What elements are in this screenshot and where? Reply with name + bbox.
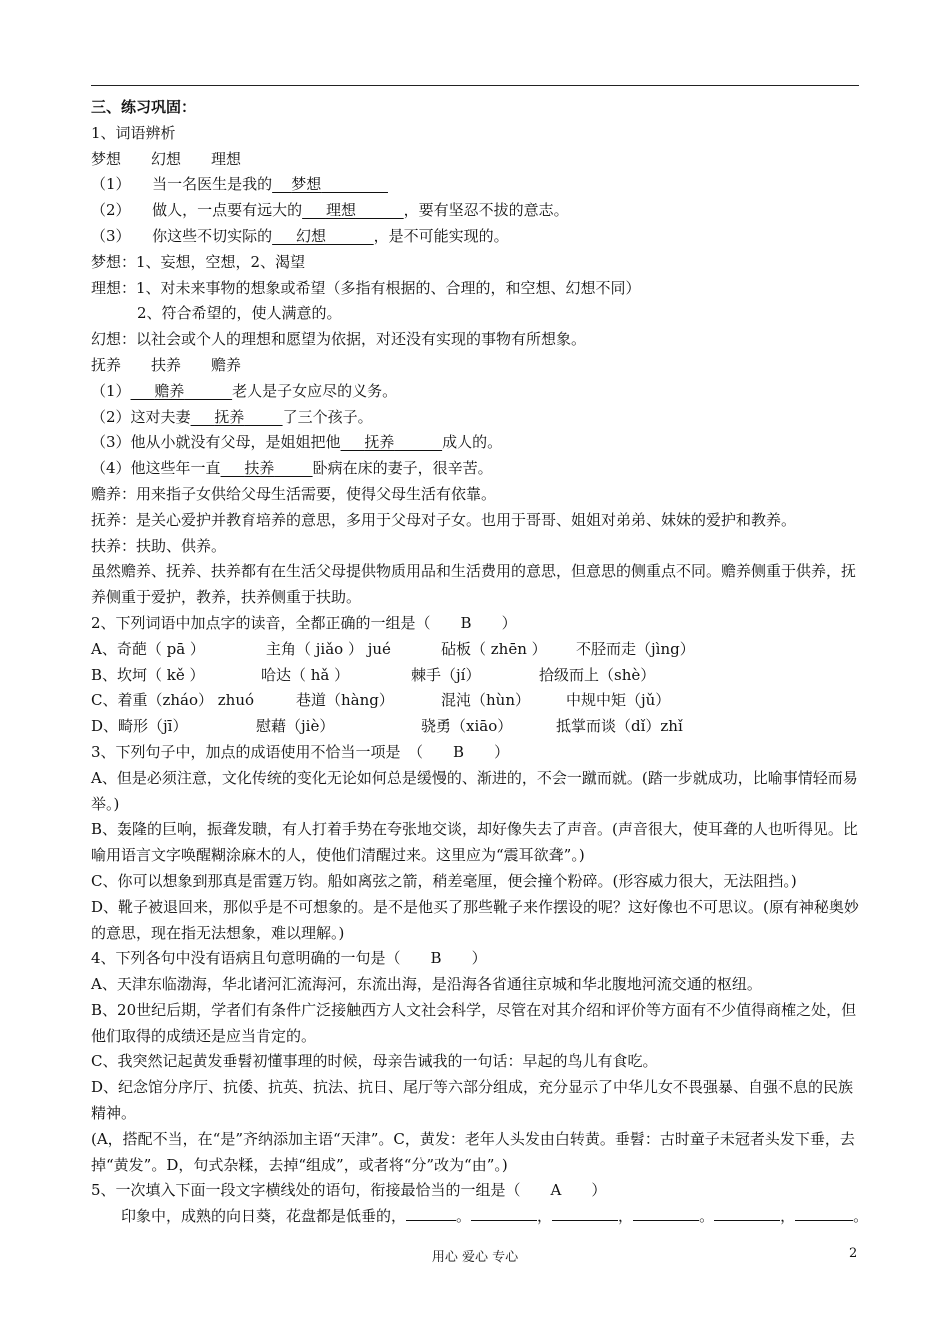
- answer: 赡养: [154, 381, 185, 400]
- q2-option-a: A、奇葩（ pā ） 主角（ jiǎo ） jué 砧板（ zhēn ） 不胫而走（jìng）: [91, 639, 695, 658]
- q4-option-d: D、纪念馆分序厅、抗倭、抗英、抗法、抗日、尾厅等六部分组成，充分显示了中华儿女不畏强暴、自强不息的民族精神。: [91, 1078, 854, 1123]
- q4-explanation: (A，搭配不当，在“是”齐纳添加主语“天津”。C，黄发：老年人头发由白转黄。垂髫：古时童子未冠者头发下垂，去掉“黄发”。D，句式杂糅，去掉“组成”，或者将“分”改为“由”。): [91, 1129, 855, 1174]
- q4-option-a: A、天津东临渤海，华北诸河汇流海河，东流出海，是沿海各省通往京城和华北腹地河流交通的枢纽。: [91, 975, 762, 994]
- q1-item: （2） 做人，一点要有远大的 理想 ，要有坚忍不拔的意志。: [91, 201, 569, 220]
- def-fuyang2: 扶养：扶助、供养。: [91, 536, 227, 555]
- def-lixiang-2: 2、符合希望的，使人满意的。: [137, 304, 342, 323]
- q4-option-c: C、我突然记起黄发垂髫初懂事理的时候，母亲告诫我的一句话：早起的鸟儿有食吃。: [91, 1052, 658, 1071]
- def-shanyang: 赡养：用来指子女供给父母生活需要，使得父母生活有依靠。: [91, 484, 497, 503]
- q2-option-d: D、畸形（jī） 慰藉（jiè） 骁勇（xiāo） 抵掌而谈（dǐ）zhǐ: [91, 717, 683, 736]
- page-footer: 用心 爱心 专心: [431, 1250, 519, 1265]
- q2-option-b: B、坎坷（ kě ） 哈达（ hǎ ） 棘手（jí） 拾级而上（shè）: [91, 665, 656, 684]
- answer: 幻想: [295, 226, 326, 245]
- q2-stem: 2、下列词语中加点字的读音，全都正确的一组是（ B ）: [91, 613, 517, 632]
- page-number: 2: [849, 1246, 858, 1261]
- answer: 抚养: [214, 407, 245, 426]
- q1-item: （1） 当一名医生是我的 梦想: [91, 175, 322, 194]
- blank: [714, 1205, 780, 1221]
- section-title: 三、练习巩固：: [91, 98, 197, 116]
- blank: [795, 1205, 853, 1221]
- q5-stem: 5、一次填入下面一段文字横线处的语句，衔接最恰当的一组是（ A ）: [91, 1181, 607, 1200]
- header-rule: [91, 85, 859, 86]
- q4-option-b: B、20世纪后期，学者们有条件广泛接触西方人文社会科学，尽管在对其介绍和评价等方面有不少值得商榷之处，但他们取得的成绩还是应当肯定的。: [91, 1000, 857, 1045]
- q3-option-c: C、你可以想象到那真是雷霆万钧。船如离弦之箭，稍差毫厘，便会撞个粉碎。(形容威力很大，无法阻挡。): [91, 871, 797, 890]
- q3-option-d: D、靴子被退回来，那似乎是不可想象的。是不是他买了那些靴子来作摆设的呢？这好像也不可思议。(原有神秘奥妙的意思，现在指无法想象，难以理解。): [91, 897, 859, 942]
- q1-title: 1、词语辨析: [91, 123, 176, 142]
- q3-option-a: A、但是必须注意，文化传统的变化无论如何总是缓慢的、渐进的，不会一蹴而就。(踏一步就成功，比喻事情轻而易举。): [91, 768, 858, 813]
- summary-paragraph: 虽然赡养、抚养、扶养都有在生活父母提供物质用品和生活费用的意思，但意思的侧重点不同。赡养侧重于供养，抚养侧重于爱护，教养，扶养侧重于扶助。: [91, 562, 857, 607]
- blank: [633, 1205, 699, 1221]
- blank: [552, 1205, 618, 1221]
- q1-item: （1） 赡养 老人是子女应尽的义务。: [91, 381, 398, 400]
- q3-option-b: B、轰隆的巨响，振聋发聩，有人打着手势在夸张地交谈，却好像失去了声音。(声音很大，使耳聋的人也听得见。比喻用语言文字唤醒糊涂麻木的人，使他们清醒过来。这里应为“震耳欲聋”。): [91, 820, 858, 865]
- blank: [406, 1205, 456, 1221]
- def-fuyang1: 抚养：是关心爱护并教育培养的意思，多用于父母对子女。也用于哥哥、姐姐对弟弟、妹妹的爱护和教养。: [91, 510, 797, 529]
- q3-stem: 3、下列句子中，加点的成语使用不恰当一项是 （ B ）: [91, 742, 510, 761]
- answer: 抚养: [364, 433, 395, 452]
- def-mengxiang: 梦想：1、妄想，空想，2、渴望: [91, 252, 306, 271]
- def-huanxiang: 幻想：以社会或个人的理想和愿望为依据，对还没有实现的事物有所想象。: [91, 330, 587, 349]
- answer: 梦想: [291, 175, 322, 194]
- answer: 理想: [325, 201, 356, 220]
- q5-text: 印象中，成熟的向日葵，花盘都是低垂的， 。 ， ， 。 ， 。: [121, 1207, 869, 1226]
- q1-group2-words: 抚养 扶养 赡养: [91, 355, 242, 374]
- q2-option-c: C、着重（zháo） zhuó 巷道（hàng） 混沌（hùn） 中规中矩（jǔ）: [91, 691, 671, 710]
- q1-item: （3）他从小就没有父母，是姐姐把他 抚养 成人的。: [91, 433, 503, 452]
- q1-group1-words: 梦想 幻想 理想: [91, 149, 242, 168]
- blank: [471, 1205, 537, 1221]
- page-content: [91, 95, 869, 1230]
- q1-item: （2）这对夫妻 抚养 了三个孩子。: [91, 407, 373, 426]
- answer: 扶养: [244, 459, 275, 478]
- q4-stem: 4、下列各句中没有语病且句意明确的一句是（ B ）: [91, 949, 487, 968]
- q1-item: （4）他这些年一直 扶养 卧病在床的妻子，很辛苦。: [91, 459, 493, 478]
- def-lixiang-1: 理想：1、对未来事物的想象或希望（多指有根据的、合理的，和空想、幻想不同）: [91, 278, 641, 297]
- q1-item: （3） 你这些不切实际的 幻想 ，是不可能实现的。: [91, 226, 509, 245]
